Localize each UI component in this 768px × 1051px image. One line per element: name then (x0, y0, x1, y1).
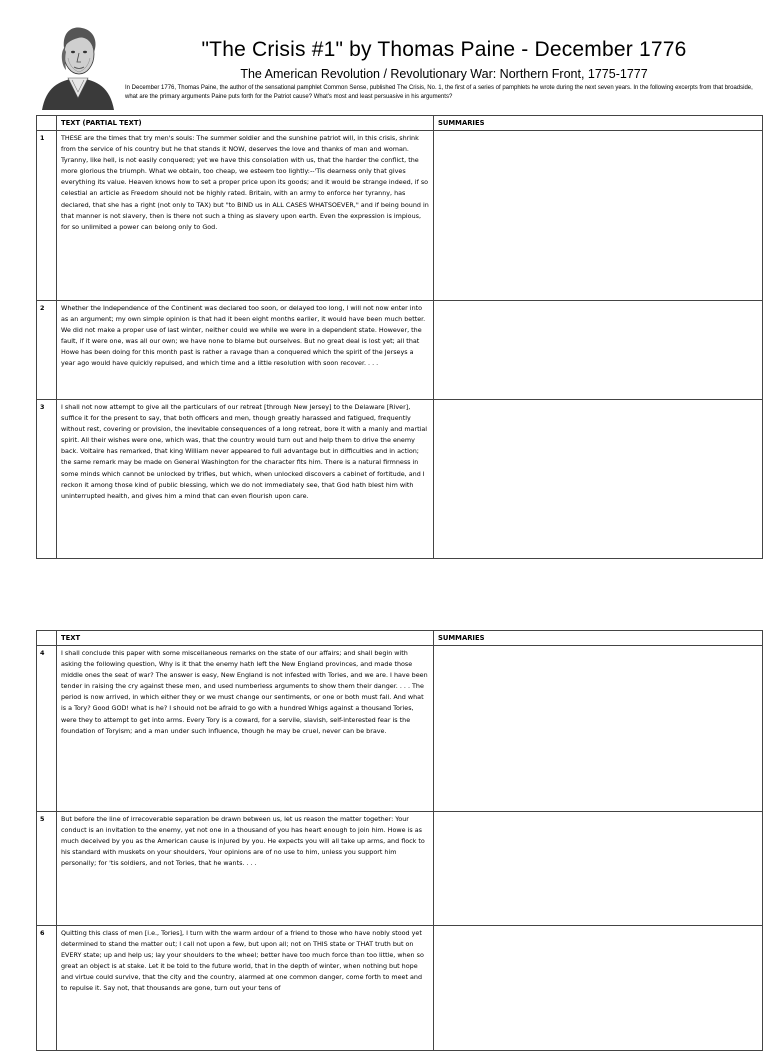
table-row (37, 301, 763, 400)
summary-cell[interactable] (434, 400, 763, 559)
row-number: 1 (37, 131, 57, 301)
header-summaries-cell: SUMMARIES (434, 116, 763, 131)
excerpt-text: THESE are the times that try men's souls: The summer soldier and the sunshine patriot will, in this crisis, shrink from the service of his country but he that stands it NOW, deserves the love and thanks of man and woman. Tyranny, like hell, is not easily conquered; yet we have this consolation with us, that the harder the conflict, the more glorious the triumph. What we obtain, too cheap, we esteem too lightly:--'Tis dearness only that gives everything its value. Heaven knows how to set a proper price upon its goods; and it would be strange indeed, if so celestial an article as Freedom should not be highly rated. Britain, with an army to enforce her tyranny, has declared, that she has a right (not only to TAX) but "to BIND us in ALL CASES WHATSOEVER," and if being bound in that manner is not slavery, then is there not such a thing as slavery upon earth. Even the expression is impious, for so unlimited a power can belong only to God. (57, 131, 434, 301)
header-num-cell (37, 631, 57, 646)
document-title: "The Crisis #1" by Thomas Paine - December 1776 (201, 38, 687, 61)
thomas-paine-portrait (38, 18, 118, 110)
intro-paragraph: In December 1776, Thomas Paine, the author of the sensational pamphlet Common Sense, published The Crisis, No. 1, the first of a series of pamphlets he wrote during the next seven years. In the following excerpts from that broadside, what are the primary arguments Paine puts forth for the Patriot cause? What's most and least persuasive in his arguments? (125, 85, 753, 100)
row-number: 3 (37, 400, 57, 559)
row-number: 2 (37, 301, 57, 400)
table-header-row (37, 116, 763, 131)
header-text-cell: TEXT (57, 631, 434, 646)
row-number: 5 (37, 812, 57, 926)
summary-cell[interactable] (434, 646, 763, 812)
table-header-row (37, 631, 763, 646)
summary-cell[interactable] (434, 812, 763, 926)
table-row (37, 400, 763, 559)
header-num-cell (37, 116, 57, 131)
row-number: 4 (37, 646, 57, 812)
summary-cell[interactable] (434, 301, 763, 400)
excerpts-table-2 (36, 630, 763, 1051)
header-summaries-cell: SUMMARIES (434, 631, 763, 646)
table-row (37, 646, 763, 812)
table-row (37, 812, 763, 926)
table-row (37, 926, 763, 1051)
excerpt-text: Whether the Independence of the Continent was declared too soon, or delayed too long, I will not now enter into as an argument; my own simple opinion is that had it been eight months earlier, it would have been much better. We did not make a proper use of last winter, neither could we while we were in a dependent state. However, the fault, if it were one, was all our own; we have none to blame but ourselves. But no great deal is lost yet; all that Howe has been doing for this month past is rather a ravage than a conquered which the spirit of the Jerseys a year ago would have quickly repulsed, and which time and a little resolution with soon recover. . . . (57, 301, 434, 400)
excerpts-table-1 (36, 115, 763, 559)
row-number: 6 (37, 926, 57, 1051)
summary-cell[interactable] (434, 131, 763, 301)
header-text-cell: TEXT (PARTIAL TEXT) (57, 116, 434, 131)
excerpt-text: Quitting this class of men [i.e., Tories], I turn with the warm ardour of a friend to those who have nobly stood yet determined to stand the matter out; I call not upon a few, but upon all; not on THIS state or THAT truth but on EVERY state; up and help us; lay your shoulders to the wheel; better have too much force than too little, when so great an object is at stake. Let it be told to the future world, that in the depth of winter, when nothing but hope and virtue could survive, that the city and the country, alarmed at one common danger, come forth to meet and to repulse it. Say not, that thousands are gone, turn out your tens of (57, 926, 434, 1051)
excerpt-text: But before the line of irrecoverable separation be drawn between us, let us reason the matter together: Your conduct is an invitation to the enemy, yet not one in a thousand of you has heart enough to join him. Howe is as much deceived by you as the American cause is injured by you. He expects you will all take up arms, and flock to his standard with muskets on your shoulders, Your opinions are of no use to him, unless you support him personally; for 'tis soldiers, and not Tories, that he wants. . . . (57, 812, 434, 926)
summary-cell[interactable] (434, 926, 763, 1051)
excerpt-text: I shall conclude this paper with some miscellaneous remarks on the state of our affairs; and shall begin with asking the following question, Why is it that the enemy hath left the New England provinces, and made those middle ones the seat of war? The answer is easy, New England is not infested with Tories, and we are. I have been tender in raising the cry against these men, and used numberless arguments to show them their danger. . . . The period is now arrived, in which either they or we must change our sentiments, or one or both must fall. And what is a Tory? Good GOD! what is he? I should not be afraid to go with a hundred Whigs against a thousand Tories, were they to attempt to get into arms. Every Tory is a coward, for a servile, slavish, self-interested fear is the foundation of Toryism; and a man under such influence, though he may be cruel, never can be brave. (57, 646, 434, 812)
table-row (37, 131, 763, 301)
excerpt-text: I shall not now attempt to give all the particulars of our retreat [through New Jersey] to the Delaware [River], suffice it for the present to say, that both officers and men, though greatly harassed and fatigued, frequently without rest, covering or provision, the inevitable consequences of a long retreat, bore it with a manly and martial spirit. All their wishes were one, which was, that the country would turn out and help them to drive the enemy back. Voltaire has remarked, that king William never appeared to full advantage but in difficulties and in action; the same remark may be made on General Washington for the character fits him. There is a natural firmness in some minds which cannot be unlocked by trifles, but which, when unlocked discovers a cabinet of fortitude, and I reckon it among those kind of public blessing, which we do not immediately see, that God hath blest him with uninterrupted health, and gives him a mind that can even flourish upon care. (57, 400, 434, 559)
document-subtitle: The American Revolution / Revolutionary War: Northern Front, 1775-1777 (240, 67, 648, 81)
